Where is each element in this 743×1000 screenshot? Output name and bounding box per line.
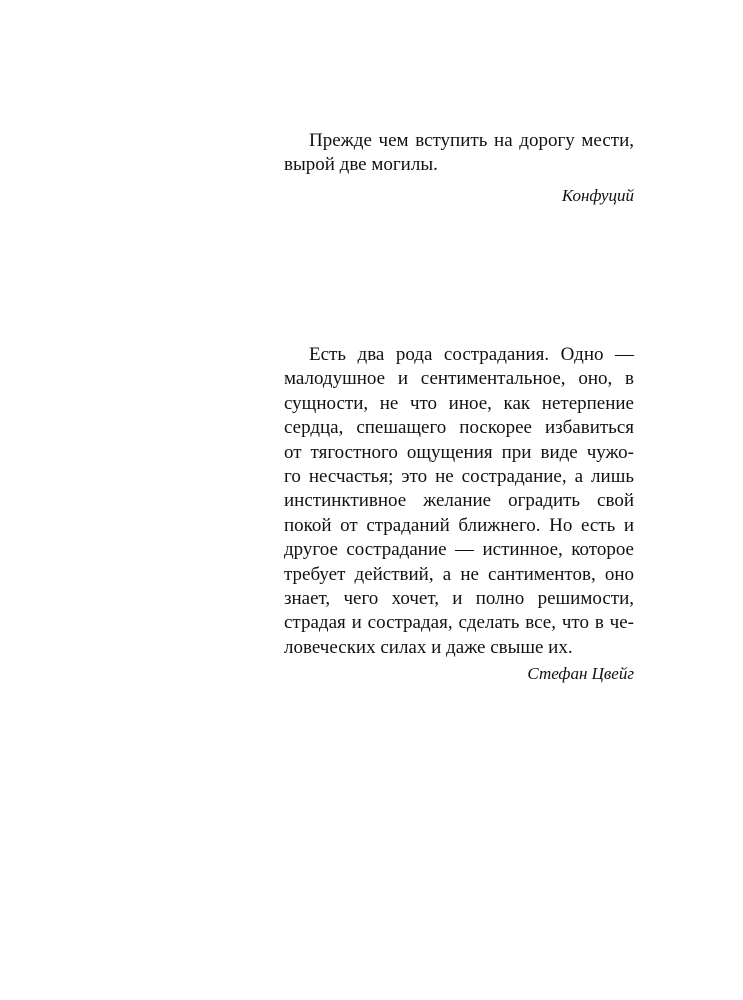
quote-line: инстинктивное желание оградить свой — [284, 490, 634, 512]
quote-line: знает, чего хочет, и полно решимости, — [284, 587, 634, 609]
quote-line: сердца, спешащего поскорее избавиться — [284, 417, 634, 439]
epigraph-zweig — [284, 343, 634, 685]
epigraph-author: Конфуций — [561, 185, 634, 205]
quote-line: Прежде чем вступить на дорогу мести, — [309, 130, 634, 151]
quote-line: покой от страданий ближнего. Но есть и — [284, 514, 634, 536]
quote-line: го несчастья; это не сострадание, а лишь — [284, 465, 634, 487]
epigraph-quote — [284, 343, 634, 660]
quote-line: от тягостного ощущения при виде чужо- — [284, 441, 634, 463]
quote-line: страдая и сострадая, сделать все, что в че- — [284, 612, 634, 634]
quote-line: требует действий, а не сантиментов, оно — [284, 563, 634, 585]
epigraph-author: Стефан Цвейг — [527, 664, 634, 684]
quote-line: вырой две могилы. — [284, 154, 438, 176]
quote-line: другое сострадание — истинное, которое — [284, 539, 634, 561]
quote-line: ловеческих силах и даже свыше их. — [284, 636, 573, 658]
epigraph-confucius — [284, 129, 634, 207]
epigraph-quote — [284, 129, 634, 178]
quote-line: малодушное и сентиментальное, оно, в — [284, 368, 634, 390]
quote-line: сущности, не что иное, как нетерпение — [284, 392, 634, 414]
quote-line: Есть два рода сострадания. Одно — — [309, 344, 634, 365]
